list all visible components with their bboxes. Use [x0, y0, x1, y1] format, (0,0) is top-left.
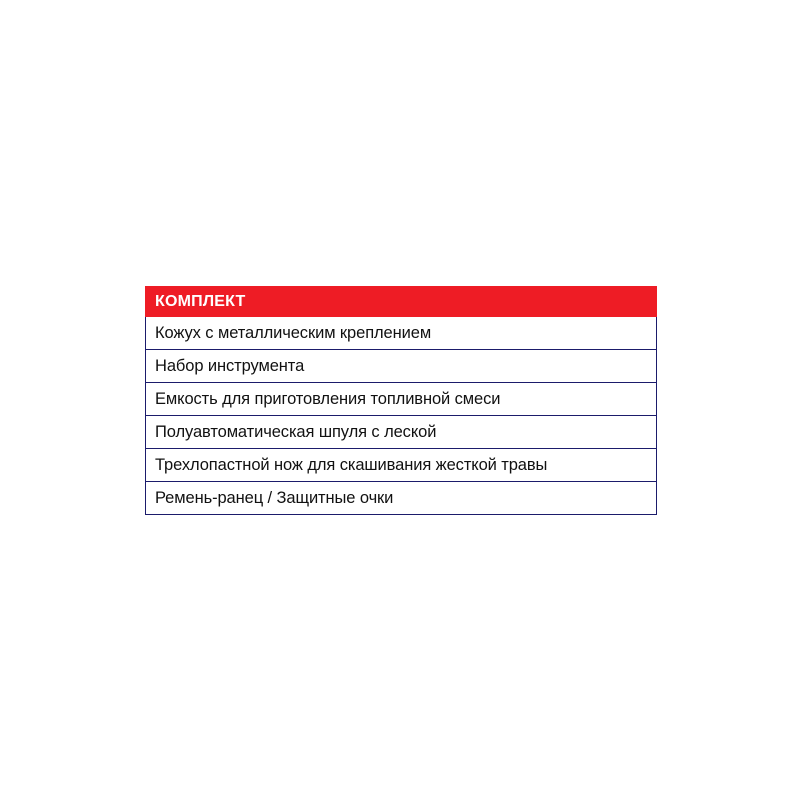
- table-body: [146, 287, 657, 515]
- kit-item-cell: Емкость для приготовления топливной смеси: [146, 383, 657, 416]
- table-header-cell: КОМПЛЕКТ: [146, 287, 657, 317]
- kit-item-cell: Кожух с металлическим креплением: [146, 317, 657, 350]
- kit-item-cell: Набор инструмента: [146, 350, 657, 383]
- kit-item-cell: Ремень-ранец / Защитные очки: [146, 482, 657, 515]
- table-row: [146, 449, 657, 482]
- table-row: [146, 317, 657, 350]
- table-row: [146, 416, 657, 449]
- kit-contents-table: [145, 286, 657, 515]
- table-header-row: [146, 287, 657, 317]
- table-row: [146, 383, 657, 416]
- table-row: [146, 350, 657, 383]
- kit-item-cell: Полуавтоматическая шпуля с леской: [146, 416, 657, 449]
- table-row: [146, 482, 657, 515]
- kit-item-cell: Трехлопастной нож для скашивания жесткой травы: [146, 449, 657, 482]
